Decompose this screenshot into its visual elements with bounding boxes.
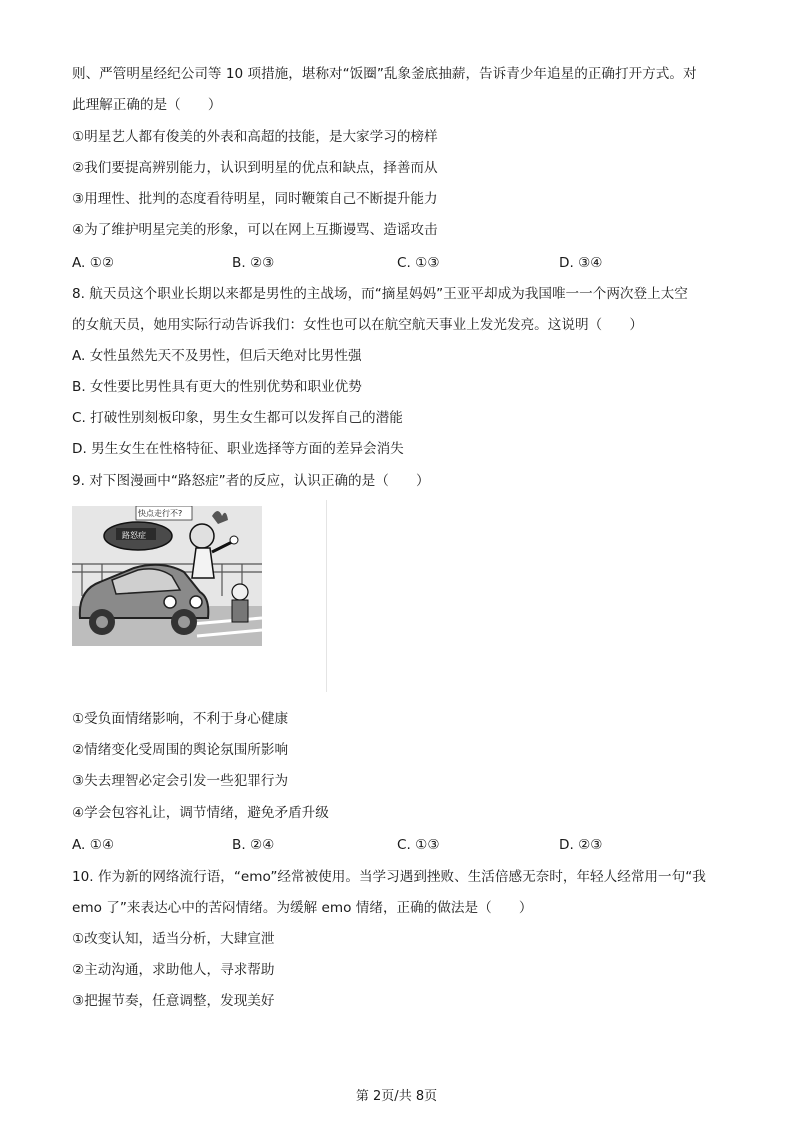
q7-options bbox=[72, 253, 732, 273]
q9-option-d: D. ②③ bbox=[559, 837, 603, 853]
q10-stem-line2: emo 了”来表达心中的苦闷情绪。为缓解 emo 情绪，正确的做法是（ ） bbox=[72, 900, 533, 916]
q10-item-3: ③把握节奏，任意调整，发现美好 bbox=[72, 993, 275, 1009]
q7-option-b: B. ②③ bbox=[232, 255, 275, 271]
q8-stem-line1: 8. 航天员这个职业长期以来都是男性的主战场，而“摘星妈妈”王亚平却成为我国唯一一个两次登上太空 bbox=[72, 286, 688, 302]
q7-option-c: C. ①③ bbox=[397, 255, 440, 271]
q8-option-b: B. 女性要比男性具有更大的性别优势和职业优势 bbox=[72, 379, 362, 395]
q10-item-2: ②主动沟通，求助他人，寻求帮助 bbox=[72, 962, 275, 978]
figure-divider bbox=[326, 500, 327, 692]
q9-item-3: ③失去理智必定会引发一些犯罪行为 bbox=[72, 773, 289, 789]
page-number: 第 2页/共 8页 bbox=[355, 1089, 438, 1104]
q8-stem-line2: 的女航天员，她用实际行动告诉我们：女性也可以在航空航天事业上发光发亮。这说明（ ） bbox=[72, 317, 643, 333]
q7-item-1: ①明星艺人都有俊美的外表和高超的技能，是大家学习的榜样 bbox=[72, 129, 438, 145]
q9-stem: 9. 对下图漫画中“路怒症”者的反应，认识正确的是（ ） bbox=[72, 473, 430, 489]
q7-item-3: ③用理性、批判的态度看待明星，同时鞭策自己不断提升能力 bbox=[72, 191, 438, 207]
cartoon-label-text: 路怒症 bbox=[122, 531, 146, 540]
q9-option-a: A. ①④ bbox=[72, 837, 115, 853]
q7-item-2: ②我们要提高辨别能力，认识到明星的优点和缺点，择善而从 bbox=[72, 160, 438, 176]
q9-option-b: B. ②④ bbox=[232, 837, 275, 853]
q10-stem-line1: 10. 作为新的网络流行语，“emo”经常被使用。当学习遇到挫败、生活倍感无奈时，年轻人经常用一句“我 bbox=[72, 869, 706, 885]
q8-option-d: D. 男生女生在性格特征、职业选择等方面的差异会消失 bbox=[72, 441, 404, 457]
q9-item-4: ④学会包容礼让，调节情绪，避免矛盾升级 bbox=[72, 805, 329, 821]
q7-item-4: ④为了维护明星完美的形象，可以在网上互撕谩骂、造谣攻击 bbox=[72, 222, 438, 238]
cartoon-bubble-text: 快点走行不? bbox=[138, 509, 183, 518]
q8-option-a: A. 女性虽然先天不及男性，但后天绝对比男性强 bbox=[72, 348, 362, 364]
cartoon-illustration bbox=[72, 506, 262, 646]
q9-item-2: ②情绪变化受周围的舆论氛围所影响 bbox=[72, 742, 289, 758]
q10-item-1: ①改变认知，适当分析，大肆宣泄 bbox=[72, 931, 275, 947]
q7-stem-line2: 此理解正确的是（ ） bbox=[72, 97, 222, 113]
q7-option-a: A. ①② bbox=[72, 255, 115, 271]
q8-option-c: C. 打破性别刻板印象，男生女生都可以发挥自己的潜能 bbox=[72, 410, 403, 426]
q7-stem-line1: 则、严管明星经纪公司等 10 项措施，堪称对“饭圈”乱象釜底抽薪，告诉青少年追星的正确打开方式。对 bbox=[72, 66, 697, 82]
q7-option-d: D. ③④ bbox=[559, 255, 603, 271]
q9-options bbox=[72, 835, 732, 855]
q9-item-1: ①受负面情绪影响，不利于身心健康 bbox=[72, 711, 289, 727]
q9-option-c: C. ①③ bbox=[397, 837, 440, 853]
road-rage-cartoon bbox=[72, 506, 262, 646]
